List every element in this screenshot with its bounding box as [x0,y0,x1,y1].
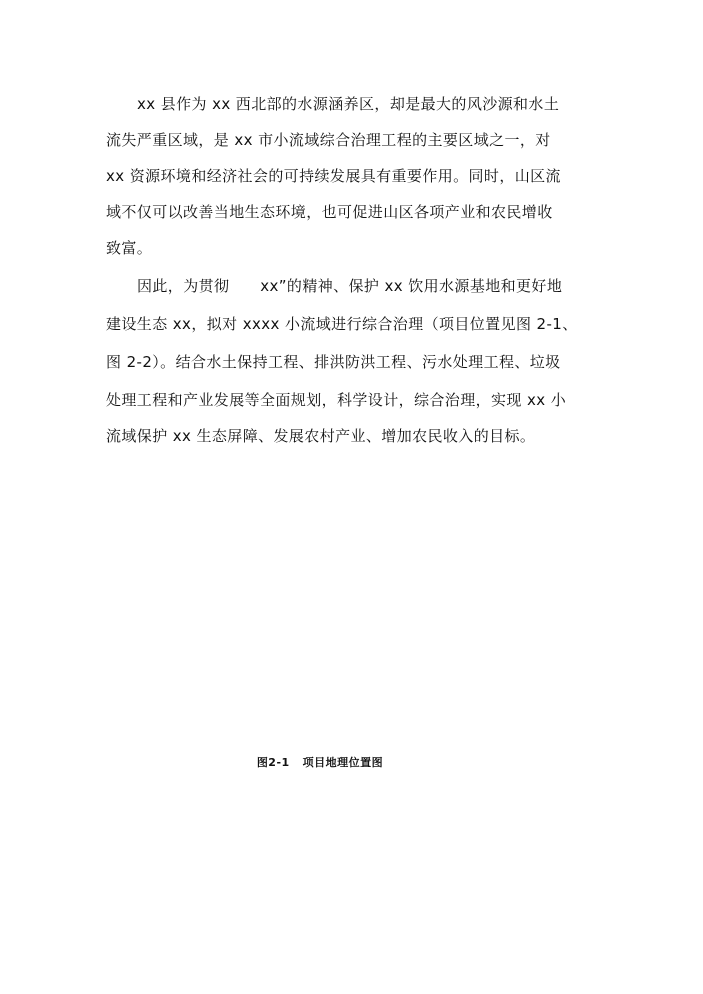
figure-caption: 图2-1 项目地理位置图 [256,756,384,769]
paragraph-1-line-4: 域不仅可以改善当地生态环境，也可促进山区各项产业和农民增收 [106,203,553,221]
paragraph-1-line-1: xx 县作为 xx 西北部的水源涵养区，却是最大的风沙源和水土 [137,95,560,113]
paragraph-2-line-1: 因此，为贯彻 xx”的精神、保护 xx 饮用水源基地和更好地 [137,277,563,295]
paragraph-2-line-4: 处理工程和产业发展等全面规划，科学设计，综合治理，实现 xx 小 [106,391,567,409]
paragraph-2-line-5: 流域保护 xx 生态屏障、发展农村产业、增加农民收入的目标。 [106,427,536,445]
paragraph-2-line-2: 建设生态 xx，拟对 xxxx 小流域进行综合治理（项目位置见图 2-1、 [106,315,578,333]
paragraph-2-line-3: 图 2-2）。结合水土保持工程、排洪防洪工程、污水处理工程、垃圾 [106,353,561,371]
paragraph-1-line-2: 流失严重区域，是 xx 市小流域综合治理工程的主要区域之一，对 [106,131,551,149]
paragraph-1-line-5: 致富。 [106,239,153,257]
paragraph-1-line-3: xx 资源环境和经济社会的可持续发展具有重要作用。同时，山区流 [106,167,561,185]
